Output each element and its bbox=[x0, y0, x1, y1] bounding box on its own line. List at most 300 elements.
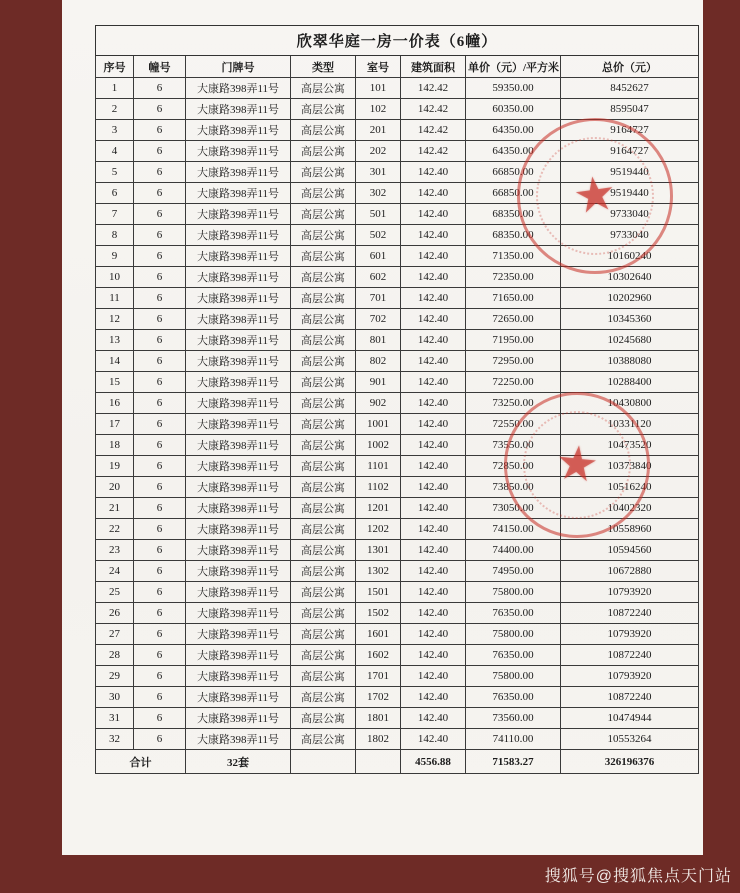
table-cell: 大康路398弄11号 bbox=[186, 225, 291, 246]
table-cell: 6 bbox=[134, 687, 186, 708]
table-cell: 10793920 bbox=[561, 582, 699, 603]
table-cell: 71650.00 bbox=[466, 288, 561, 309]
table-cell: 142.40 bbox=[401, 414, 466, 435]
table-cell: 10331120 bbox=[561, 414, 699, 435]
table-row bbox=[96, 393, 699, 414]
table-row bbox=[96, 729, 699, 750]
table-cell: 6 bbox=[134, 729, 186, 750]
table-cell: 高层公寓 bbox=[291, 99, 356, 120]
table-cell: 75800.00 bbox=[466, 666, 561, 687]
table-cell: 102 bbox=[356, 99, 401, 120]
table-cell: 6 bbox=[134, 162, 186, 183]
table-cell: 68350.00 bbox=[466, 204, 561, 225]
table-row bbox=[96, 78, 699, 99]
table-cell: 高层公寓 bbox=[291, 456, 356, 477]
table-cell: 1701 bbox=[356, 666, 401, 687]
table-cell: 302 bbox=[356, 183, 401, 204]
table-cell: 高层公寓 bbox=[291, 666, 356, 687]
table-cell: 1502 bbox=[356, 603, 401, 624]
table-cell: 10345360 bbox=[561, 309, 699, 330]
table-cell: 10793920 bbox=[561, 624, 699, 645]
table-row bbox=[96, 603, 699, 624]
table-cell: 高层公寓 bbox=[291, 204, 356, 225]
footer-cell: 合计 bbox=[96, 750, 186, 774]
table-cell: 大康路398弄11号 bbox=[186, 309, 291, 330]
table-row bbox=[96, 435, 699, 456]
table-cell: 大康路398弄11号 bbox=[186, 372, 291, 393]
table-title-row bbox=[96, 26, 699, 56]
table-row bbox=[96, 288, 699, 309]
table-cell: 大康路398弄11号 bbox=[186, 603, 291, 624]
table-cell: 12 bbox=[96, 309, 134, 330]
table-cell: 6 bbox=[134, 183, 186, 204]
column-header: 总价（元） bbox=[561, 56, 699, 78]
table-cell: 9733040 bbox=[561, 225, 699, 246]
column-header: 序号 bbox=[96, 56, 134, 78]
table-cell: 801 bbox=[356, 330, 401, 351]
table-cell: 6 bbox=[134, 141, 186, 162]
table-cell: 1601 bbox=[356, 624, 401, 645]
table-cell: 142.40 bbox=[401, 666, 466, 687]
table-cell: 142.40 bbox=[401, 582, 466, 603]
table-cell: 大康路398弄11号 bbox=[186, 267, 291, 288]
table-cell: 10288400 bbox=[561, 372, 699, 393]
table-cell: 10516240 bbox=[561, 477, 699, 498]
table-cell: 大康路398弄11号 bbox=[186, 204, 291, 225]
table-cell: 大康路398弄11号 bbox=[186, 519, 291, 540]
table-cell: 601 bbox=[356, 246, 401, 267]
table-cell: 高层公寓 bbox=[291, 246, 356, 267]
table-cell: 1201 bbox=[356, 498, 401, 519]
table-cell: 701 bbox=[356, 288, 401, 309]
table-cell: 202 bbox=[356, 141, 401, 162]
table-row bbox=[96, 519, 699, 540]
table-cell: 74110.00 bbox=[466, 729, 561, 750]
star-icon: ★ bbox=[569, 166, 620, 225]
table-cell: 6 bbox=[134, 330, 186, 351]
table-row bbox=[96, 162, 699, 183]
table-cell: 大康路398弄11号 bbox=[186, 456, 291, 477]
table-cell: 大康路398弄11号 bbox=[186, 666, 291, 687]
table-cell: 72650.00 bbox=[466, 309, 561, 330]
document-page bbox=[62, 0, 703, 855]
table-cell: 6 bbox=[134, 288, 186, 309]
table-row bbox=[96, 498, 699, 519]
table-cell: 高层公寓 bbox=[291, 498, 356, 519]
table-cell: 10402320 bbox=[561, 498, 699, 519]
table-cell: 76350.00 bbox=[466, 603, 561, 624]
table-cell: 大康路398弄11号 bbox=[186, 624, 291, 645]
table-cell: 高层公寓 bbox=[291, 288, 356, 309]
table-cell: 8595047 bbox=[561, 99, 699, 120]
table-cell: 高层公寓 bbox=[291, 519, 356, 540]
table-cell: 22 bbox=[96, 519, 134, 540]
column-header: 单价（元）/平方米 bbox=[466, 56, 561, 78]
column-header: 建筑面积 bbox=[401, 56, 466, 78]
table-row bbox=[96, 183, 699, 204]
table-row bbox=[96, 204, 699, 225]
table-cell: 31 bbox=[96, 708, 134, 729]
table-cell: 6 bbox=[134, 99, 186, 120]
table-cell: 1301 bbox=[356, 540, 401, 561]
table-cell: 66850.00 bbox=[466, 183, 561, 204]
table-cell: 6 bbox=[134, 477, 186, 498]
table-row bbox=[96, 330, 699, 351]
table-cell: 74150.00 bbox=[466, 519, 561, 540]
star-icon: ★ bbox=[552, 435, 602, 494]
table-cell: 901 bbox=[356, 372, 401, 393]
table-cell: 10594560 bbox=[561, 540, 699, 561]
table-footer-row bbox=[96, 750, 699, 774]
table-cell: 201 bbox=[356, 120, 401, 141]
footer-cell: 71583.27 bbox=[466, 750, 561, 774]
table-cell: 6 bbox=[134, 246, 186, 267]
table-cell: 9519440 bbox=[561, 183, 699, 204]
table-row bbox=[96, 351, 699, 372]
table-cell: 大康路398弄11号 bbox=[186, 582, 291, 603]
price-table bbox=[95, 25, 699, 774]
table-row bbox=[96, 246, 699, 267]
table-cell: 大康路398弄11号 bbox=[186, 687, 291, 708]
table-cell: 9164727 bbox=[561, 141, 699, 162]
table-cell: 101 bbox=[356, 78, 401, 99]
table-cell: 6 bbox=[134, 645, 186, 666]
table-cell: 高层公寓 bbox=[291, 393, 356, 414]
table-row bbox=[96, 477, 699, 498]
table-cell: 75800.00 bbox=[466, 582, 561, 603]
table-row bbox=[96, 414, 699, 435]
table-cell: 10 bbox=[96, 267, 134, 288]
table-cell: 16 bbox=[96, 393, 134, 414]
table-cell: 大康路398弄11号 bbox=[186, 561, 291, 582]
column-header: 室号 bbox=[356, 56, 401, 78]
table-cell: 6 bbox=[134, 435, 186, 456]
table-cell: 4 bbox=[96, 141, 134, 162]
table-cell: 1702 bbox=[356, 687, 401, 708]
table-cell: 大康路398弄11号 bbox=[186, 330, 291, 351]
table-cell: 6 bbox=[134, 582, 186, 603]
table-cell: 142.40 bbox=[401, 498, 466, 519]
table-cell: 大康路398弄11号 bbox=[186, 183, 291, 204]
table-cell: 142.40 bbox=[401, 162, 466, 183]
table-cell: 10558960 bbox=[561, 519, 699, 540]
table-cell: 142.40 bbox=[401, 267, 466, 288]
table-cell: 10302640 bbox=[561, 267, 699, 288]
table-cell: 3 bbox=[96, 120, 134, 141]
table-cell: 10373840 bbox=[561, 456, 699, 477]
watermark-text: 搜狐号@搜狐焦点天门站 bbox=[544, 867, 732, 885]
table-cell: 1001 bbox=[356, 414, 401, 435]
table-cell: 142.40 bbox=[401, 393, 466, 414]
table-cell: 702 bbox=[356, 309, 401, 330]
table-cell: 142.40 bbox=[401, 330, 466, 351]
table-cell: 76350.00 bbox=[466, 687, 561, 708]
table-cell: 142.40 bbox=[401, 225, 466, 246]
table-cell: 66850.00 bbox=[466, 162, 561, 183]
table-cell: 1101 bbox=[356, 456, 401, 477]
footer-cell: 4556.88 bbox=[401, 750, 466, 774]
table-cell: 10473520 bbox=[561, 435, 699, 456]
table-cell: 24 bbox=[96, 561, 134, 582]
table-cell: 802 bbox=[356, 351, 401, 372]
table-cell: 9 bbox=[96, 246, 134, 267]
table-cell: 10160240 bbox=[561, 246, 699, 267]
table-cell: 大康路398弄11号 bbox=[186, 393, 291, 414]
table-cell: 74400.00 bbox=[466, 540, 561, 561]
table-cell: 142.40 bbox=[401, 183, 466, 204]
table-cell: 1102 bbox=[356, 477, 401, 498]
table-cell: 1802 bbox=[356, 729, 401, 750]
table-cell: 502 bbox=[356, 225, 401, 246]
table-cell: 142.40 bbox=[401, 246, 466, 267]
table-cell: 高层公寓 bbox=[291, 582, 356, 603]
table-cell: 14 bbox=[96, 351, 134, 372]
table-cell: 142.40 bbox=[401, 204, 466, 225]
table-cell: 64350.00 bbox=[466, 141, 561, 162]
table-cell: 高层公寓 bbox=[291, 225, 356, 246]
footer-cell bbox=[356, 750, 401, 774]
watermark-bar bbox=[0, 855, 740, 893]
table-cell: 142.42 bbox=[401, 141, 466, 162]
table-cell: 142.40 bbox=[401, 477, 466, 498]
table-cell: 6 bbox=[134, 624, 186, 645]
table-cell: 6 bbox=[134, 120, 186, 141]
table-row bbox=[96, 456, 699, 477]
table-cell: 1302 bbox=[356, 561, 401, 582]
table-cell: 142.40 bbox=[401, 645, 466, 666]
table-cell: 15 bbox=[96, 372, 134, 393]
table-cell: 高层公寓 bbox=[291, 624, 356, 645]
table-row bbox=[96, 624, 699, 645]
table-cell: 大康路398弄11号 bbox=[186, 141, 291, 162]
table-cell: 大康路398弄11号 bbox=[186, 246, 291, 267]
table-row bbox=[96, 540, 699, 561]
table-cell: 大康路398弄11号 bbox=[186, 708, 291, 729]
table-cell: 602 bbox=[356, 267, 401, 288]
table-row bbox=[96, 309, 699, 330]
table-cell: 8 bbox=[96, 225, 134, 246]
table-cell: 7 bbox=[96, 204, 134, 225]
table-cell: 10202960 bbox=[561, 288, 699, 309]
table-cell: 1202 bbox=[356, 519, 401, 540]
table-row bbox=[96, 666, 699, 687]
table-cell: 大康路398弄11号 bbox=[186, 498, 291, 519]
table-cell: 72250.00 bbox=[466, 372, 561, 393]
table-cell: 142.40 bbox=[401, 435, 466, 456]
table-cell: 1 bbox=[96, 78, 134, 99]
table-cell: 25 bbox=[96, 582, 134, 603]
table-cell: 大康路398弄11号 bbox=[186, 729, 291, 750]
table-cell: 21 bbox=[96, 498, 134, 519]
table-cell: 72550.00 bbox=[466, 414, 561, 435]
table-cell: 142.40 bbox=[401, 687, 466, 708]
table-cell: 6 bbox=[134, 204, 186, 225]
table-cell: 30 bbox=[96, 687, 134, 708]
table-cell: 高层公寓 bbox=[291, 162, 356, 183]
table-cell: 13 bbox=[96, 330, 134, 351]
table-cell: 6 bbox=[134, 540, 186, 561]
table-cell: 142.40 bbox=[401, 540, 466, 561]
table-cell: 高层公寓 bbox=[291, 267, 356, 288]
table-cell: 71350.00 bbox=[466, 246, 561, 267]
table-row bbox=[96, 708, 699, 729]
table-cell: 902 bbox=[356, 393, 401, 414]
table-cell: 142.40 bbox=[401, 561, 466, 582]
footer-cell bbox=[291, 750, 356, 774]
table-cell: 高层公寓 bbox=[291, 414, 356, 435]
table-cell: 高层公寓 bbox=[291, 120, 356, 141]
table-cell: 142.40 bbox=[401, 372, 466, 393]
table-cell: 74950.00 bbox=[466, 561, 561, 582]
table-cell: 1602 bbox=[356, 645, 401, 666]
table-cell: 10793920 bbox=[561, 666, 699, 687]
table-cell: 高层公寓 bbox=[291, 351, 356, 372]
table-cell: 高层公寓 bbox=[291, 141, 356, 162]
table-cell: 6 bbox=[134, 519, 186, 540]
table-row bbox=[96, 582, 699, 603]
table-cell: 20 bbox=[96, 477, 134, 498]
table-cell: 10553264 bbox=[561, 729, 699, 750]
table-cell: 5 bbox=[96, 162, 134, 183]
table-row bbox=[96, 225, 699, 246]
table-cell: 68350.00 bbox=[466, 225, 561, 246]
table-cell: 6 bbox=[134, 498, 186, 519]
table-cell: 高层公寓 bbox=[291, 183, 356, 204]
table-cell: 32 bbox=[96, 729, 134, 750]
table-cell: 73560.00 bbox=[466, 708, 561, 729]
table-cell: 6 bbox=[134, 309, 186, 330]
table-cell: 72950.00 bbox=[466, 351, 561, 372]
table-cell: 73550.00 bbox=[466, 435, 561, 456]
table-cell: 72350.00 bbox=[466, 267, 561, 288]
column-header: 类型 bbox=[291, 56, 356, 78]
table-cell: 大康路398弄11号 bbox=[186, 645, 291, 666]
table-row bbox=[96, 120, 699, 141]
table-cell: 高层公寓 bbox=[291, 330, 356, 351]
table-cell: 10474944 bbox=[561, 708, 699, 729]
table-cell: 1501 bbox=[356, 582, 401, 603]
table-row bbox=[96, 372, 699, 393]
table-cell: 142.40 bbox=[401, 519, 466, 540]
table-cell: 高层公寓 bbox=[291, 561, 356, 582]
table-row bbox=[96, 561, 699, 582]
table-cell: 9164727 bbox=[561, 120, 699, 141]
column-header: 门牌号 bbox=[186, 56, 291, 78]
table-cell: 501 bbox=[356, 204, 401, 225]
table-cell: 9519440 bbox=[561, 162, 699, 183]
table-cell: 6 bbox=[134, 708, 186, 729]
table-row bbox=[96, 687, 699, 708]
table-cell: 17 bbox=[96, 414, 134, 435]
table-cell: 大康路398弄11号 bbox=[186, 162, 291, 183]
table-cell: 26 bbox=[96, 603, 134, 624]
table-cell: 6 bbox=[134, 78, 186, 99]
table-cell: 高层公寓 bbox=[291, 435, 356, 456]
table-cell: 高层公寓 bbox=[291, 645, 356, 666]
table-cell: 10872240 bbox=[561, 687, 699, 708]
table-cell: 142.42 bbox=[401, 120, 466, 141]
table-body bbox=[96, 78, 699, 750]
table-cell: 大康路398弄11号 bbox=[186, 78, 291, 99]
table-cell: 6 bbox=[134, 666, 186, 687]
table-cell: 10388080 bbox=[561, 351, 699, 372]
table-cell: 6 bbox=[134, 372, 186, 393]
table-cell: 高层公寓 bbox=[291, 309, 356, 330]
table-cell: 6 bbox=[134, 393, 186, 414]
table-cell: 11 bbox=[96, 288, 134, 309]
table-cell: 142.40 bbox=[401, 603, 466, 624]
table-cell: 9733040 bbox=[561, 204, 699, 225]
table-cell: 6 bbox=[134, 267, 186, 288]
table-cell: 高层公寓 bbox=[291, 477, 356, 498]
footer-cell: 32套 bbox=[186, 750, 291, 774]
table-cell: 72850.00 bbox=[466, 456, 561, 477]
table-cell: 73050.00 bbox=[466, 498, 561, 519]
table-cell: 301 bbox=[356, 162, 401, 183]
table-cell: 6 bbox=[134, 561, 186, 582]
table-cell: 10672880 bbox=[561, 561, 699, 582]
table-cell: 高层公寓 bbox=[291, 540, 356, 561]
table-cell: 73850.00 bbox=[466, 477, 561, 498]
table-cell: 142.40 bbox=[401, 351, 466, 372]
table-cell: 60350.00 bbox=[466, 99, 561, 120]
table-cell: 10430800 bbox=[561, 393, 699, 414]
table-cell: 142.40 bbox=[401, 309, 466, 330]
table-cell: 19 bbox=[96, 456, 134, 477]
table-cell: 6 bbox=[134, 351, 186, 372]
table-cell: 大康路398弄11号 bbox=[186, 288, 291, 309]
table-cell: 23 bbox=[96, 540, 134, 561]
table-cell: 59350.00 bbox=[466, 78, 561, 99]
table-title: 欣翠华庭一房一价表（6幢） bbox=[96, 26, 699, 56]
table-cell: 大康路398弄11号 bbox=[186, 351, 291, 372]
table-cell: 大康路398弄11号 bbox=[186, 120, 291, 141]
column-header: 幢号 bbox=[134, 56, 186, 78]
table-row bbox=[96, 645, 699, 666]
table-cell: 64350.00 bbox=[466, 120, 561, 141]
table-cell: 1801 bbox=[356, 708, 401, 729]
table-cell: 高层公寓 bbox=[291, 687, 356, 708]
table-cell: 6 bbox=[134, 456, 186, 477]
table-cell: 142.40 bbox=[401, 729, 466, 750]
table-cell: 大康路398弄11号 bbox=[186, 435, 291, 456]
table-cell: 28 bbox=[96, 645, 134, 666]
table-cell: 高层公寓 bbox=[291, 78, 356, 99]
table-cell: 18 bbox=[96, 435, 134, 456]
table-cell: 大康路398弄11号 bbox=[186, 99, 291, 120]
table-cell: 142.40 bbox=[401, 708, 466, 729]
table-cell: 142.40 bbox=[401, 456, 466, 477]
table-cell: 高层公寓 bbox=[291, 708, 356, 729]
table-cell: 71950.00 bbox=[466, 330, 561, 351]
table-cell: 大康路398弄11号 bbox=[186, 540, 291, 561]
table-row bbox=[96, 141, 699, 162]
table-cell: 10872240 bbox=[561, 603, 699, 624]
table-cell: 6 bbox=[96, 183, 134, 204]
table-cell: 142.42 bbox=[401, 78, 466, 99]
table-cell: 29 bbox=[96, 666, 134, 687]
table-cell: 142.42 bbox=[401, 99, 466, 120]
table-cell: 高层公寓 bbox=[291, 372, 356, 393]
table-header-row bbox=[96, 56, 699, 78]
table-cell: 73250.00 bbox=[466, 393, 561, 414]
footer-cell: 326196376 bbox=[561, 750, 699, 774]
table-cell: 142.40 bbox=[401, 624, 466, 645]
table-cell: 76350.00 bbox=[466, 645, 561, 666]
table-cell: 8452627 bbox=[561, 78, 699, 99]
table-cell: 1002 bbox=[356, 435, 401, 456]
table-cell: 大康路398弄11号 bbox=[186, 477, 291, 498]
